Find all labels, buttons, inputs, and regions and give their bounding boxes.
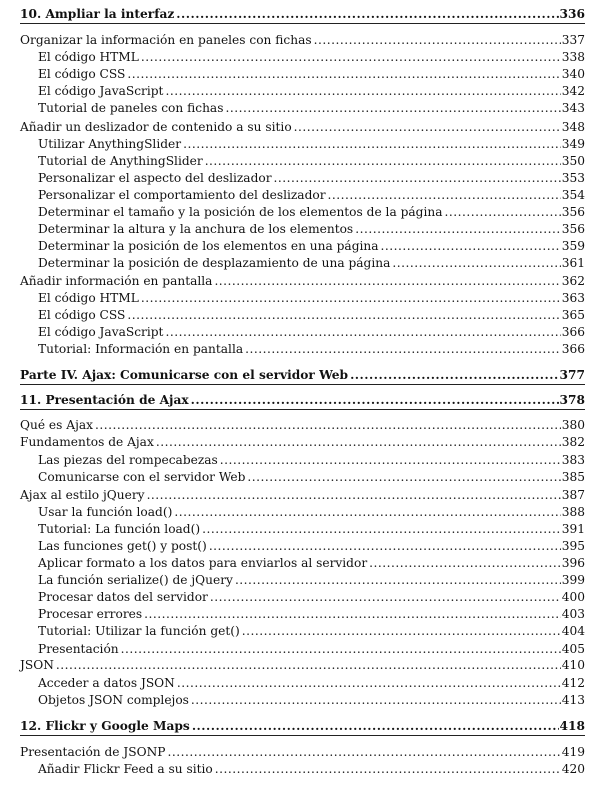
toc-entry [20, 118, 585, 136]
toc-entry-title: Añadir un deslizador de contenido a su sitio [20, 120, 292, 134]
toc-part-entry [20, 366, 585, 384]
dot-leader [210, 588, 561, 606]
dot-leader [242, 622, 561, 640]
toc-entry [38, 622, 585, 640]
toc-entry-page: 342 [561, 84, 585, 98]
toc-entry-page: 387 [561, 488, 585, 502]
toc-entry-page: 361 [561, 256, 585, 270]
toc-entry [38, 203, 585, 221]
dot-leader [225, 99, 560, 117]
toc-entry [20, 743, 585, 761]
toc-entry-page: 419 [561, 745, 585, 759]
toc-entry-page: 420 [561, 762, 585, 776]
toc-entry-title: Añadir información en pantalla [20, 274, 213, 288]
toc-entry [38, 220, 585, 238]
toc-entry [38, 48, 585, 66]
toc-entry-page: 336 [559, 7, 585, 21]
toc-entry-page: 385 [561, 470, 585, 484]
toc-entry [38, 82, 585, 100]
dot-leader [127, 65, 560, 83]
toc-entry-page: 348 [561, 120, 585, 134]
toc-entry [38, 65, 585, 83]
toc-entry-page: 378 [559, 393, 585, 407]
dot-leader [141, 48, 561, 66]
toc-entry-title: Tutorial de AnythingSlider [38, 154, 203, 168]
toc-entry [38, 571, 585, 589]
toc-entry-page: 343 [561, 101, 585, 115]
toc-entry-page: 363 [561, 291, 585, 305]
dot-leader [56, 656, 561, 674]
dot-leader [156, 433, 561, 451]
dot-leader [350, 366, 558, 384]
toc-entry-page: 354 [561, 188, 585, 202]
toc-entry [20, 272, 585, 290]
toc-entry-page: 377 [559, 368, 585, 382]
toc-entry-title: El código CSS [38, 67, 126, 81]
toc-entry-page: 382 [561, 435, 585, 449]
dot-leader [191, 391, 559, 409]
dot-leader [214, 272, 560, 290]
toc-entry-page: 349 [561, 137, 585, 151]
dot-leader [392, 254, 560, 272]
toc-entry [20, 486, 585, 504]
toc-entry-page: 350 [561, 154, 585, 168]
dot-leader [165, 323, 560, 341]
toc-entry-page: 338 [561, 50, 585, 64]
dot-leader [174, 503, 560, 521]
toc-entry-page: 418 [559, 719, 585, 733]
dot-leader [444, 203, 560, 221]
toc-entry [38, 554, 585, 572]
toc-entry [20, 433, 585, 451]
toc-entry [38, 760, 585, 778]
toc-entry-title: Tutorial de paneles con fichas [38, 101, 224, 115]
toc-entry [20, 31, 585, 49]
toc-entry-page: 366 [561, 342, 585, 356]
dot-leader [144, 605, 561, 623]
toc-entry [38, 186, 585, 204]
dot-leader [381, 237, 561, 255]
toc-entry [38, 674, 585, 692]
toc-entry-page: 362 [561, 274, 585, 288]
toc-entry-page: 403 [561, 607, 585, 621]
toc-entry [20, 656, 585, 674]
toc-entry-page: 399 [561, 573, 585, 587]
dot-leader [369, 554, 561, 572]
dot-leader [165, 82, 560, 100]
toc-entry-page: 412 [561, 676, 585, 690]
toc-entry-page: 356 [561, 205, 585, 219]
toc-entry-title: JSON [20, 658, 54, 672]
toc-entry-title: Determinar el tamaño y la posición de los elementos de la página [38, 205, 443, 219]
toc-entry [38, 323, 585, 341]
toc-entry [38, 451, 585, 469]
toc-entry-title: Procesar datos del servidor [38, 590, 208, 604]
dot-leader [220, 451, 561, 469]
toc-entry-page: 359 [561, 239, 585, 253]
toc-entry [38, 340, 585, 358]
dot-leader [167, 743, 560, 761]
toc-entry-title: 10. Ampliar la interfaz [20, 7, 175, 21]
toc-entry-title: Organizar la información en paneles con fichas [20, 33, 312, 47]
toc-entry-title: Presentación de JSONP [20, 745, 166, 759]
toc-entry-title: Comunicarse con el servidor Web [38, 470, 246, 484]
toc-entry [38, 99, 585, 117]
toc-entry-title: Aplicar formato a los datos para enviarlos al servidor [38, 556, 368, 570]
toc-entry-page: 413 [561, 693, 585, 707]
toc-entry-page: 388 [561, 505, 585, 519]
toc-entry-title: Personalizar el comportamiento del deslizador [38, 188, 326, 202]
toc-entry-title: La función serialize() de jQuery [38, 573, 233, 587]
toc-entry-page: 404 [561, 624, 585, 638]
toc-entry [20, 416, 585, 434]
toc-entry-page: 405 [561, 642, 585, 656]
toc-entry-title: Acceder a datos JSON [38, 676, 175, 690]
chapter-rule [20, 409, 585, 410]
toc-entry-title: Procesar errores [38, 607, 143, 621]
dot-leader [176, 5, 558, 23]
toc-entry-title: El código HTML [38, 50, 139, 64]
dot-leader [177, 674, 561, 692]
toc-entry-page: 366 [561, 325, 585, 339]
toc-entry-title: Tutorial: Utilizar la función get() [38, 624, 240, 638]
dot-leader [247, 468, 560, 486]
toc-entry-page: 353 [561, 171, 585, 185]
dot-leader [314, 31, 561, 49]
toc-entry-page: 383 [561, 453, 585, 467]
toc-entry-title: Ajax al estilo jQuery [20, 488, 145, 502]
toc-entry-title: Parte IV. Ajax: Comunicarse con el servidor Web [20, 368, 349, 382]
dot-leader [141, 289, 561, 307]
toc-entry-page: 365 [561, 308, 585, 322]
toc-entry-title: Usar la función load() [38, 505, 173, 519]
dot-leader [274, 169, 561, 187]
toc-entry-title: El código JavaScript [38, 325, 164, 339]
dot-leader [209, 537, 561, 555]
toc-entry [20, 5, 585, 23]
toc-entry-title: El código HTML [38, 291, 139, 305]
dot-leader [147, 486, 561, 504]
toc-entry [38, 588, 585, 606]
toc-entry-title: Presentación [38, 642, 119, 656]
toc-entry-title: Las piezas del rompecabezas [38, 453, 218, 467]
toc-entry [38, 537, 585, 555]
toc-entry [38, 306, 585, 324]
toc-entry-title: Personalizar el aspecto del deslizador [38, 171, 272, 185]
toc-entry-title: El código CSS [38, 308, 126, 322]
dot-leader [215, 760, 561, 778]
dot-leader [192, 717, 559, 735]
toc-entry-page: 410 [561, 658, 585, 672]
toc-entry-page: 395 [561, 539, 585, 553]
toc-entry-page: 391 [561, 522, 585, 536]
toc-entry-title: El código JavaScript [38, 84, 164, 98]
toc-chapter-entry [20, 717, 585, 735]
toc-entry [38, 135, 585, 153]
toc-entry-page: 396 [561, 556, 585, 570]
toc-entry-title: Las funciones get() y post() [38, 539, 207, 553]
dot-leader [205, 152, 561, 170]
dot-leader [328, 186, 561, 204]
toc-entry-title: Determinar la posición de desplazamiento de una página [38, 256, 391, 270]
toc-entry-title: Qué es Ajax [20, 418, 93, 432]
toc-entry [38, 503, 585, 521]
dot-leader [95, 416, 561, 434]
toc-entry-title: 11. Presentación de Ajax [20, 393, 189, 407]
toc-entry-title: Utilizar AnythingSlider [38, 137, 182, 151]
toc-entry [38, 254, 585, 272]
toc-chapter-entry [20, 391, 585, 409]
toc-entry-title: Objetos JSON complejos [38, 693, 189, 707]
toc-entry [38, 605, 585, 623]
dot-leader [202, 520, 561, 538]
toc-entry [38, 169, 585, 187]
toc-entry-title: Tutorial: La función load() [38, 522, 201, 536]
toc-entry-title: Añadir Flickr Feed a su sitio [38, 762, 213, 776]
chapter-rule [20, 384, 585, 385]
dot-leader [183, 135, 561, 153]
toc-entry-page: 337 [561, 33, 585, 47]
chapter-rule [20, 735, 585, 736]
dot-leader [191, 691, 561, 709]
dot-leader [235, 571, 561, 589]
toc-entry-page: 356 [561, 222, 585, 236]
dot-leader [127, 306, 560, 324]
toc-entry [38, 691, 585, 709]
toc-entry-title: Determinar la posición de los elementos en una página [38, 239, 379, 253]
toc-entry [38, 468, 585, 486]
dot-leader [245, 340, 561, 358]
toc-entry-page: 340 [561, 67, 585, 81]
toc-entry-title: Determinar la altura y la anchura de los elementos [38, 222, 354, 236]
toc-entry-title: 12. Flickr y Google Maps [20, 719, 190, 733]
toc-entry [38, 237, 585, 255]
toc-entry [38, 520, 585, 538]
toc-entry-title: Fundamentos de Ajax [20, 435, 154, 449]
toc-entry-title: Tutorial: Información en pantalla [38, 342, 244, 356]
chapter-rule [20, 23, 585, 24]
dot-leader [294, 118, 561, 136]
toc-entry-page: 400 [561, 590, 585, 604]
toc-entry [38, 289, 585, 307]
toc-entry [38, 152, 585, 170]
toc-entry-page: 380 [561, 418, 585, 432]
dot-leader [355, 220, 561, 238]
